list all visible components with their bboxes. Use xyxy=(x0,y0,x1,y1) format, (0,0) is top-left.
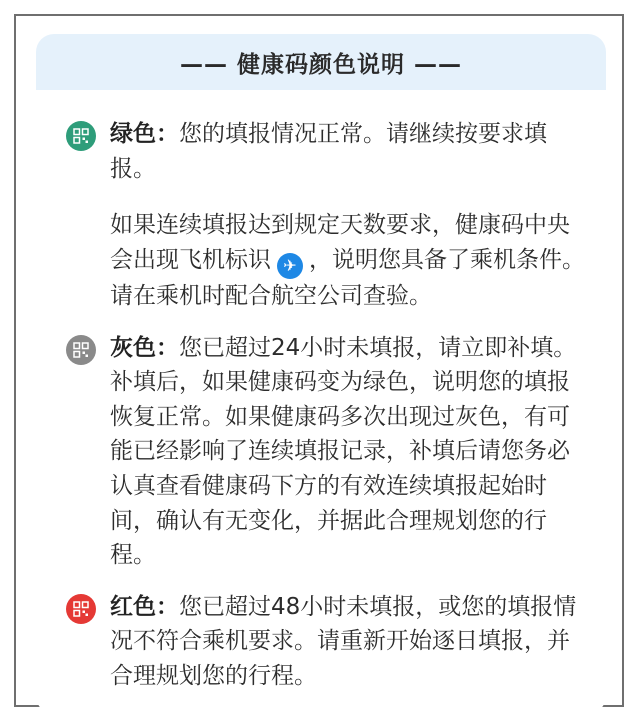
red-item xyxy=(66,590,592,694)
card-title: —— 健康码颜色说明 —— xyxy=(36,34,606,90)
green-extra-after: ，说明您具备了乘机条件。请在乘机时配合航空公司查验。 xyxy=(110,246,585,310)
gray-qr-code-icon xyxy=(66,335,96,365)
green-text: 您的填报情况正常。请继续按要求填报。 xyxy=(110,121,547,182)
green-item xyxy=(66,117,592,314)
green-extra-description xyxy=(110,208,592,313)
image-frame xyxy=(14,14,624,707)
red-text: 您已超过48小时未填报，或您的填报情况不符合乘机要求。请重新开始逐日填报，并合理规划您的行程。 xyxy=(110,593,577,690)
airplane-icon: ✈ xyxy=(277,253,303,279)
green-description xyxy=(110,117,592,186)
gray-text: 您已超过24小时未填报，请立即补填。补填后，如果健康码变为绿色，说明您的填报恢复正常。如果健康码多次出现过灰色，有可能已经影响了连续填报记录，补填后请您务必认真查看健康码下方的有效连续填报起始时间，确认有无变化，并据此合理规划您的行程。 xyxy=(110,334,577,569)
health-code-color-card xyxy=(36,34,606,714)
card-body xyxy=(36,117,606,694)
red-description xyxy=(110,590,592,694)
green-qr-code-icon xyxy=(66,121,96,151)
gray-description xyxy=(110,331,592,573)
red-qr-code-icon xyxy=(66,594,96,624)
green-label: 绿色： xyxy=(110,121,179,147)
red-label: 红色： xyxy=(110,593,179,620)
gray-item xyxy=(66,331,592,573)
green-extra-before: 如果连续填报达到规定天数要求，健康码中央会出现飞机标识 xyxy=(110,212,570,273)
gray-label: 灰色： xyxy=(110,334,179,361)
